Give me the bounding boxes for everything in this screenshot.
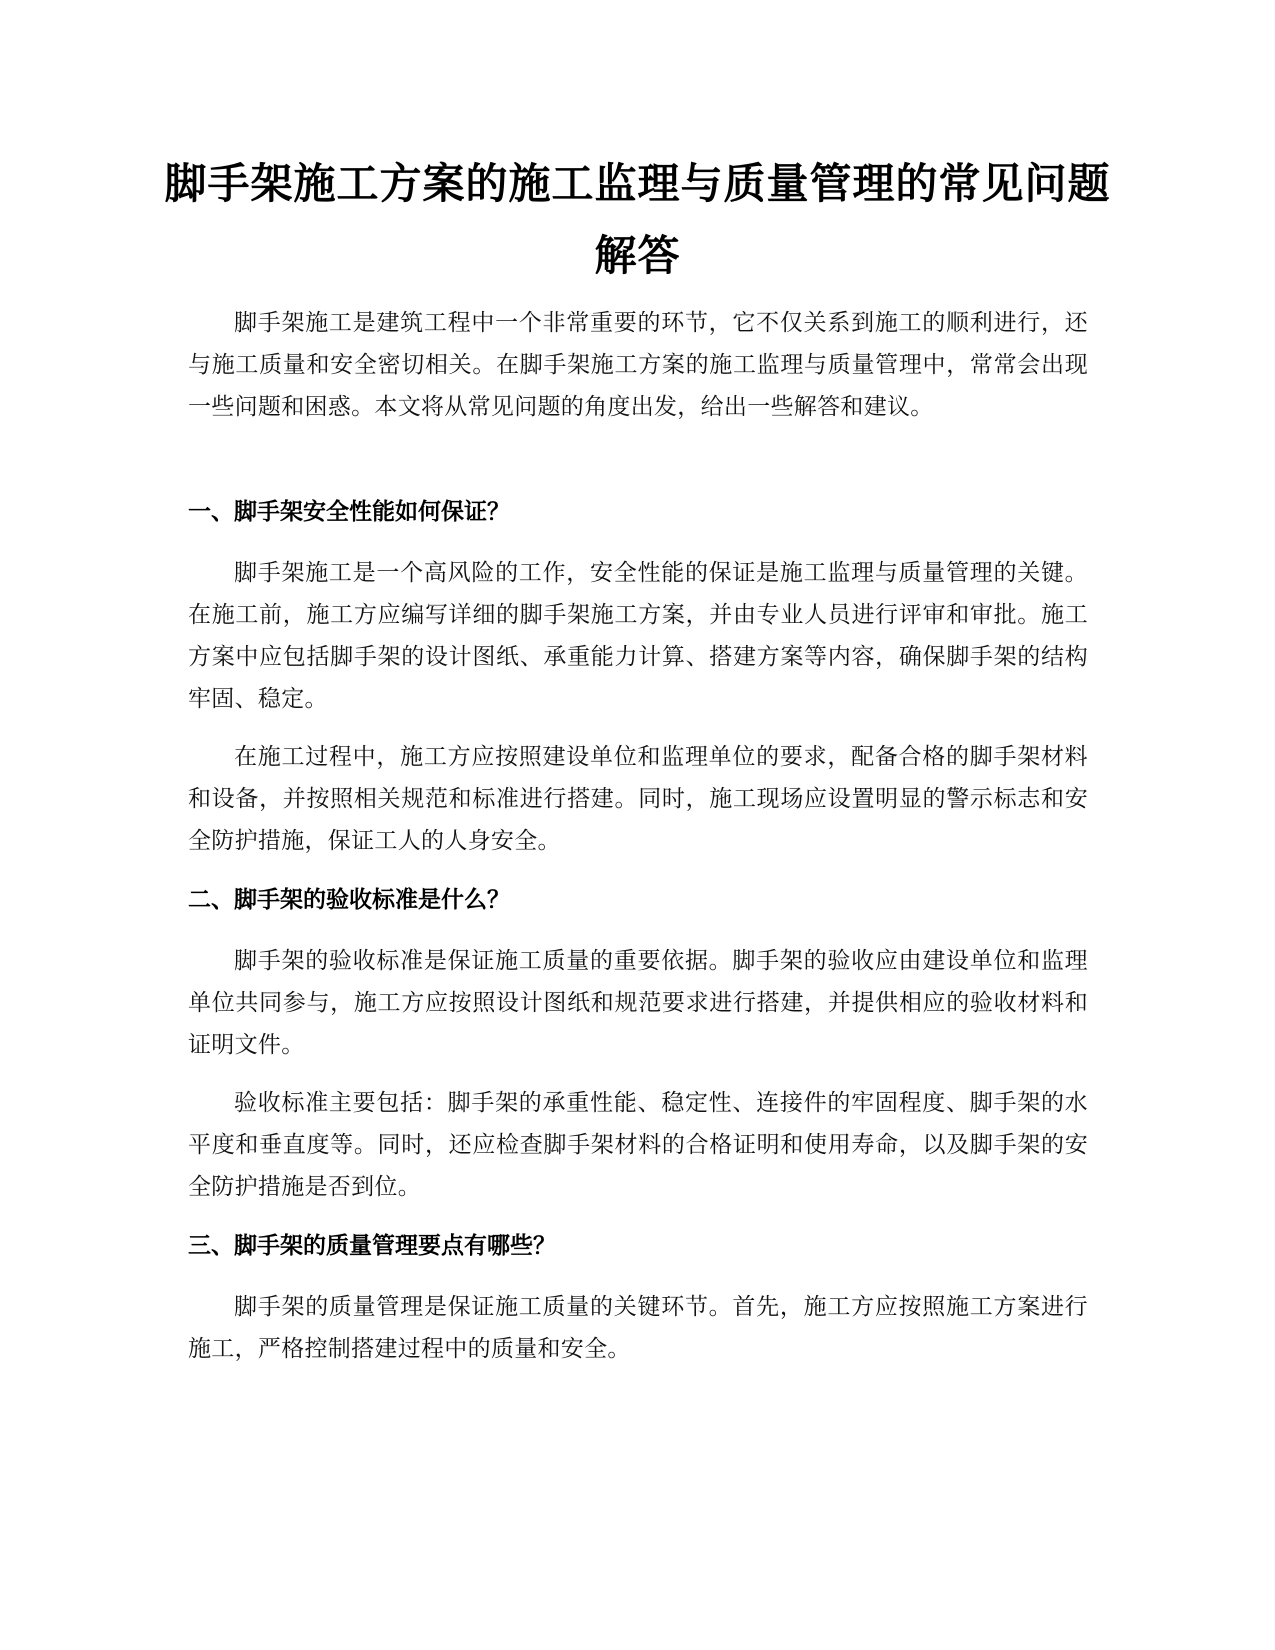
document-title: 脚手架施工方案的施工监理与质量管理的常见问题解答 (164, 159, 1111, 280)
section-3-heading: 三、脚手架的质量管理要点有哪些？ (188, 1233, 556, 1259)
section-3-paragraph-1: 脚手架的质量管理是保证施工质量的关键环节。首先，施工方应按照施工方案进行施工，严格控制搭建过程中的质量和安全。 (188, 1294, 1088, 1362)
section-1-paragraph-2: 在施工过程中，施工方应按照建设单位和监理单位的要求，配备合格的脚手架材料和设备，并按照相关规范和标准进行搭建。同时，施工现场应设置明显的警示标志和安全防护措施，保证工人的人身安全。 (188, 744, 1088, 854)
section-2-paragraph-1: 脚手架的验收标准是保证施工质量的重要依据。脚手架的验收应由建设单位和监理单位共同参与，施工方应按照设计图纸和规范要求进行搭建，并提供相应的验收材料和证明文件。 (188, 948, 1088, 1058)
section-2-paragraph-2: 验收标准主要包括：脚手架的承重性能、稳定性、连接件的牢固程度、脚手架的水平度和垂直度等。同时，还应检查脚手架材料的合格证明和使用寿命，以及脚手架的安全防护措施是否到位。 (188, 1090, 1088, 1200)
intro-paragraph: 脚手架施工是建筑工程中一个非常重要的环节，它不仅关系到施工的顺利进行，还与施工质量和安全密切相关。在脚手架施工方案的施工监理与质量管理中，常常会出现一些问题和困惑。本文将从常见问题的角度出发，给出一些解答和建议。 (188, 310, 1088, 420)
section-2-heading: 二、脚手架的验收标准是什么？ (188, 887, 510, 913)
section-1-paragraph-1: 脚手架施工是一个高风险的工作，安全性能的保证是施工监理与质量管理的关键。在施工前，施工方应编写详细的脚手架施工方案，并由专业人员进行评审和审批。施工方案中应包括脚手架的设计图纸、承重能力计算、搭建方案等内容，确保脚手架的结构牢固、稳定。 (188, 560, 1088, 712)
section-1-heading: 一、脚手架安全性能如何保证？ (188, 499, 510, 525)
